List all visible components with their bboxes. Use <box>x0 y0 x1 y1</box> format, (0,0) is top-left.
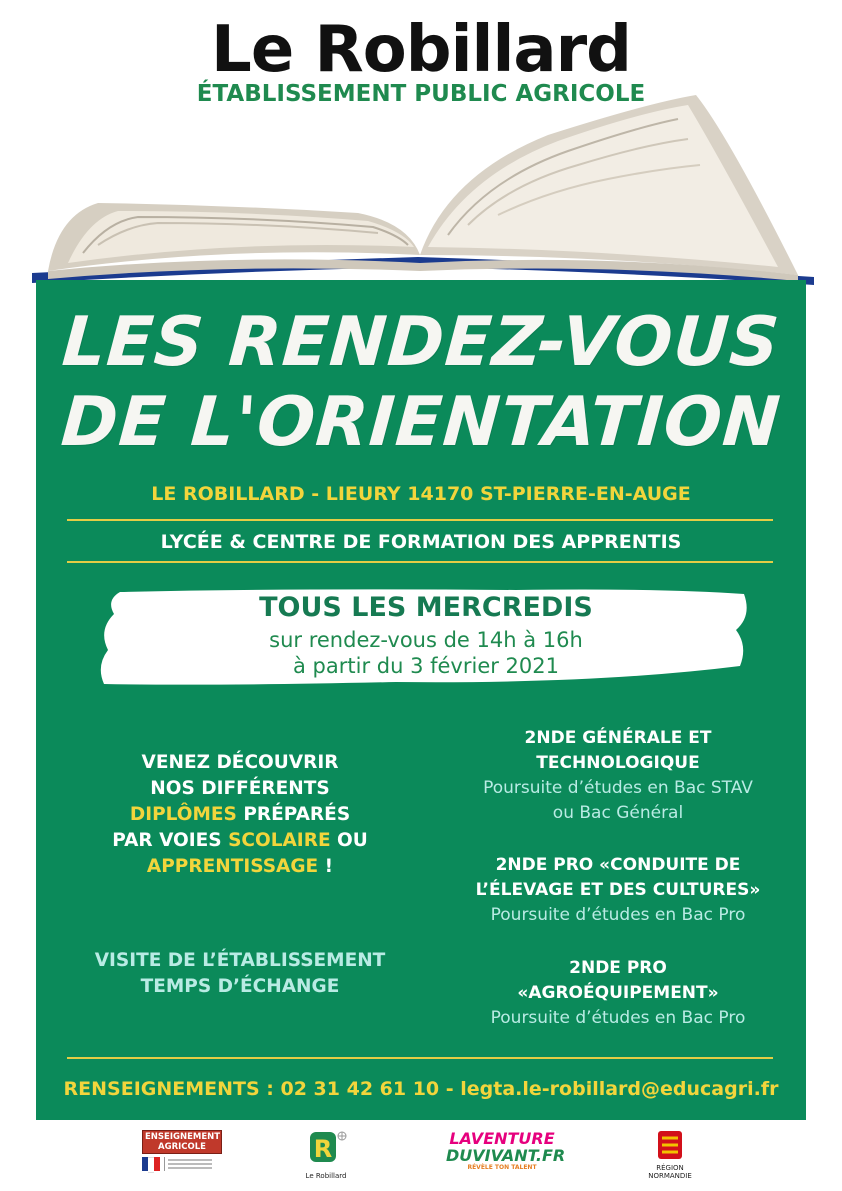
region-normandie-logo: RÉGION NORMANDIE <box>640 1130 700 1180</box>
ministry-text-block <box>164 1157 215 1171</box>
flag-red-stripe <box>154 1157 160 1171</box>
program-description: Poursuite d’études en Bac Pro <box>490 905 746 925</box>
intro-line-3: DIPLÔMES PRÉPARÉS <box>129 804 351 825</box>
intro-line-1: VENEZ DÉCOUVRIR <box>141 752 339 773</box>
program-title: «AGROÉQUIPEMENT» <box>517 983 719 1003</box>
address: LE ROBILLARD - LIEURY 14170 ST-PIERRE-EN-AUGE <box>151 483 691 505</box>
program-item <box>448 726 788 826</box>
program-title: 2NDE PRO <box>569 958 667 978</box>
banner-title: TOUS LES MERCREDIS <box>259 592 593 623</box>
open-book-illustration <box>28 95 818 295</box>
header-subtitle: ÉTABLISSEMENT PUBLIC AGRICOLE <box>196 81 646 107</box>
visit-block <box>60 948 420 1000</box>
aventure-du-vivant-logo: LAVENTURE DUVIVANT.FR RÉVÈLE TON TALENT <box>446 1129 566 1171</box>
visit-line-2: TEMPS D’ÉCHANGE <box>140 976 340 997</box>
program-title: 2NDE GÉNÉRALE ET <box>524 728 712 748</box>
highlight-diplomes: DIPLÔMES <box>129 804 237 825</box>
headline-line-1: LES RENDEZ-VOUS <box>59 303 783 382</box>
program-title: 2NDE PRO «CONDUITE DE <box>495 855 741 875</box>
institution: LYCÉE & CENTRE DE FORMATION DES APPRENTIS <box>160 531 682 553</box>
highlight-scolaire: SCOLAIRE <box>228 830 331 851</box>
headline-line-2: DE L'ORIENTATION <box>58 383 784 462</box>
svg-text:R: R <box>313 1135 333 1163</box>
program-item <box>448 853 788 928</box>
visit-line-1: VISITE DE L’ÉTABLISSEMENT <box>94 950 386 971</box>
banner-start-date: à partir du 3 février 2021 <box>293 654 559 678</box>
header-title: Le Robillard <box>211 13 631 87</box>
program-title: L’ÉLEVAGE ET DES CULTURES» <box>475 880 761 900</box>
divider <box>67 519 773 521</box>
robillard-logo: R Le Robillard <box>296 1130 356 1180</box>
program-title: TECHNOLOGIQUE <box>536 753 700 773</box>
enseignement-agricole-logo: ENSEIGNEMENT AGRICOLE <box>142 1130 222 1180</box>
intro-line-2: NOS DIFFÉRENTS <box>150 778 330 799</box>
normandie-lions-icon <box>640 1130 700 1160</box>
divider <box>67 561 773 563</box>
contact-info: RENSEIGNEMENTS : 02 31 42 61 10 - legta.le-robillard@educagri.fr <box>63 1078 779 1100</box>
program-description: Poursuite d’études en Bac STAV <box>483 778 753 798</box>
intro-block <box>60 750 420 880</box>
intro-line-4: PAR VOIES SCOLAIRE OU <box>112 830 368 851</box>
banner-schedule: sur rendez-vous de 14h à 16h <box>269 628 583 652</box>
program-item <box>448 956 788 1031</box>
highlight-apprentissage: APPRENTISSAGE <box>146 856 319 877</box>
robillard-r-icon <box>296 1130 356 1168</box>
program-description: ou Bac Général <box>552 803 684 823</box>
divider <box>67 1057 773 1059</box>
program-description: Poursuite d’études en Bac Pro <box>490 1008 746 1028</box>
intro-line-5: APPRENTISSAGE ! <box>146 856 334 877</box>
